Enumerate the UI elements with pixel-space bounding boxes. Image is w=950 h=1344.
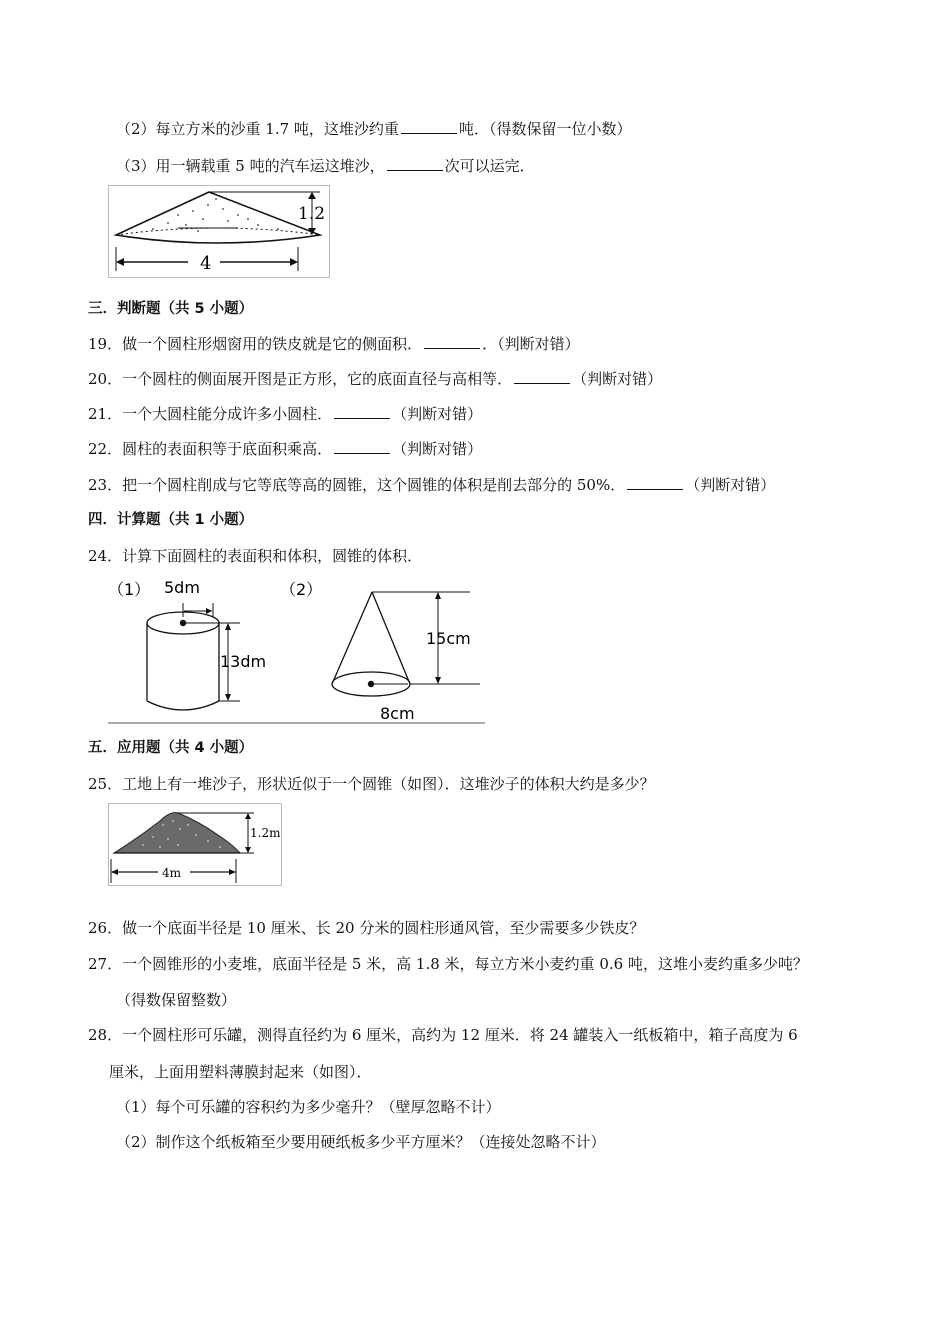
sand-pile-figure	[108, 185, 330, 278]
answer-blank[interactable]	[514, 369, 570, 384]
q26: 26．做一个底面半径是 10 厘米、长 20 分米的圆柱形通风管，至少需要多少铁皮？	[88, 919, 645, 937]
fig2-height: 15cm	[426, 629, 471, 648]
q27-line1: 27．一个圆锥形的小麦堆，底面半径是 5 米，高 1.8 米，每立方米小麦约重 0.6 吨，这堆小麦约重多少吨？	[88, 955, 808, 973]
section5-title: 五．应用题（共 4 小题）	[88, 740, 254, 756]
q28-line1: 28．一个圆柱形可乐罐，测得直径约为 6 厘米，高约为 12 厘米．将 24 罐装入一纸板箱中，箱子高度为 6	[88, 1026, 798, 1044]
answer-blank[interactable]	[334, 404, 390, 419]
answer-blank[interactable]	[627, 475, 683, 490]
q25: 25．工地上有一堆沙子，形状近似于一个圆锥（如图）．这堆沙子的体积大约是多少？	[88, 775, 655, 793]
q25-width-label: 4m	[162, 866, 182, 880]
q28-part1: （1）每个可乐罐的容积约为多少毫升？（壁厚忽略不计）	[116, 1098, 501, 1116]
q19: 19．做一个圆柱形烟窗用的铁皮就是它的侧面积． ．（判断对错）	[88, 335, 580, 353]
fig1-label: （1）	[108, 580, 151, 599]
q27-line2: （得数保留整数）	[116, 991, 237, 1009]
section4-title: 四．计算题（共 1 小题）	[88, 512, 254, 528]
fig2-diameter: 8cm	[380, 704, 415, 723]
q18-part2: （2）每立方米的沙重 1.7 吨，这堆沙约重 吨．（得数保留一位小数）	[116, 120, 632, 138]
answer-blank[interactable]	[401, 119, 457, 134]
fig1-radius: 5dm	[164, 578, 200, 597]
fig1-height: 13dm	[220, 652, 267, 671]
q25-height-label: 1.2m	[250, 826, 281, 840]
answer-blank[interactable]	[334, 439, 390, 454]
width-label: 4	[200, 253, 212, 274]
q28-line2: 厘米，上面用塑料薄膜封起来（如图）．	[109, 1063, 372, 1081]
q24: 24．计算下面圆柱的表面积和体积，圆锥的体积．	[88, 547, 423, 565]
q18-part3: （3）用一辆载重 5 吨的汽车运这堆沙， 次可以运完．	[116, 157, 535, 175]
q23: 23．把一个圆柱削成与它等底等高的圆锥，这个圆锥的体积是削去部分的 50%． （判断对错）	[88, 476, 776, 494]
height-label: 1.2	[298, 204, 326, 224]
q22: 22．圆柱的表面积等于底面积乘高． （判断对错）	[88, 440, 483, 458]
q28-part2: （2）制作这个纸板箱至少要用硬纸板多少平方厘米？（连接处忽略不计）	[116, 1133, 606, 1151]
section3-title: 三．判断题（共 5 小题）	[88, 301, 254, 317]
fig2-label: （2）	[280, 580, 323, 599]
cylinder-cone-figure	[108, 573, 485, 725]
q20: 20．一个圆柱的侧面展开图是正方形，它的底面直径与高相等． （判断对错）	[88, 370, 663, 388]
answer-blank[interactable]	[387, 156, 443, 171]
q21: 21．一个大圆柱能分成许多小圆柱． （判断对错）	[88, 405, 483, 423]
answer-blank[interactable]	[424, 334, 480, 349]
sand-pile-photo-figure	[108, 803, 282, 886]
